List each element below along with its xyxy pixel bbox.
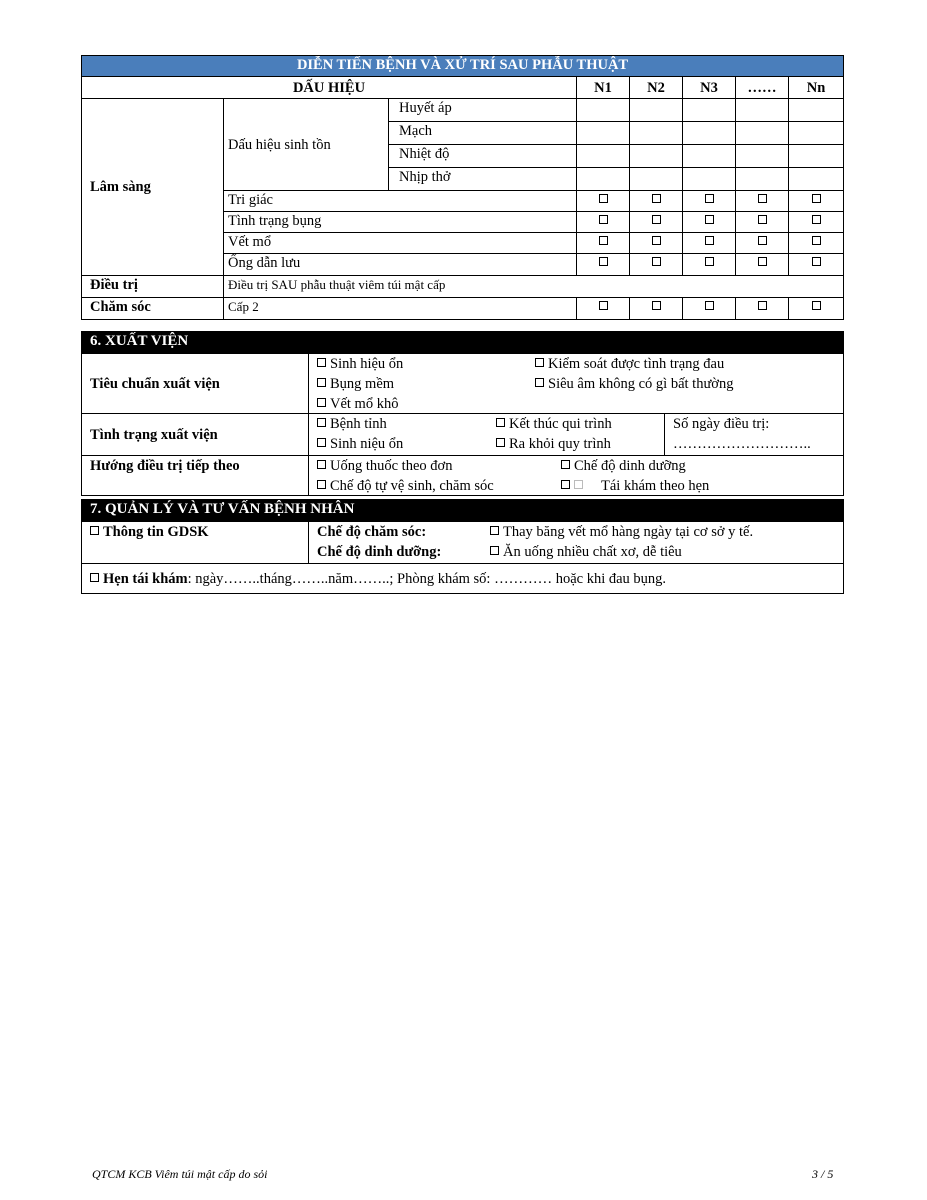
- followup-option[interactable]: Tái khám theo hẹn: [561, 476, 709, 496]
- checkbox-icon[interactable]: [90, 573, 99, 582]
- checkbox-icon[interactable]: [705, 236, 714, 245]
- discharge-table: [81, 331, 844, 496]
- diet-option[interactable]: Ăn uống nhiều chất xơ, dễ tiêu: [490, 542, 753, 562]
- checkbox-icon[interactable]: [599, 194, 608, 203]
- vital-cell[interactable]: [577, 145, 630, 168]
- placeholder-box-icon: [574, 480, 583, 489]
- gdsk-option[interactable]: Thông tin GDSK: [82, 522, 309, 564]
- vital-cell[interactable]: [736, 168, 789, 191]
- vital-cell[interactable]: [683, 145, 736, 168]
- criteria-options: [309, 354, 844, 414]
- checkbox-icon[interactable]: [561, 460, 570, 469]
- vital-row-label: Mạch: [389, 122, 577, 145]
- care-mode-option[interactable]: Thay băng vết mổ hàng ngày tại cơ sở y tế.: [490, 522, 753, 542]
- progress-table: [81, 55, 844, 320]
- checkbox-icon[interactable]: [490, 546, 499, 555]
- appointment-label: Hẹn tái khám: [103, 570, 188, 587]
- checkbox-icon[interactable]: [758, 236, 767, 245]
- vital-cell[interactable]: [789, 99, 844, 122]
- check-row-label: Ống dẫn lưu: [224, 254, 577, 276]
- checkbox-icon[interactable]: [812, 236, 821, 245]
- treatment-label: Điều trị: [82, 276, 224, 298]
- vital-row-label: Nhịp thở: [389, 168, 577, 191]
- vital-cell[interactable]: [789, 122, 844, 145]
- checkbox-icon[interactable]: [599, 301, 608, 310]
- discharge-title: 6. XUẤT VIỆN: [82, 332, 844, 354]
- footer-title: QTCM KCB Viêm túi mật cấp do sỏi: [92, 1167, 268, 1181]
- management-table: [81, 499, 844, 594]
- criteria-option[interactable]: Sinh hiệu ổn: [317, 354, 403, 374]
- criteria-option[interactable]: Siêu âm không có gì bất thường: [535, 374, 733, 394]
- vital-row-label: Huyết áp: [389, 99, 577, 122]
- checkbox-icon[interactable]: [812, 194, 821, 203]
- checkbox-icon[interactable]: [652, 194, 661, 203]
- vital-cell[interactable]: [789, 168, 844, 191]
- followup-option[interactable]: Chế độ dinh dưỡng: [561, 456, 709, 476]
- checkbox-icon[interactable]: [758, 194, 767, 203]
- vitals-label: Dấu hiệu sinh tồn: [224, 99, 389, 191]
- vital-cell[interactable]: [683, 168, 736, 191]
- checkbox-icon[interactable]: [317, 378, 326, 387]
- checkbox-icon[interactable]: [317, 480, 326, 489]
- checkbox-icon[interactable]: [812, 215, 821, 224]
- checkbox-icon[interactable]: [496, 438, 505, 447]
- check-row-label: Tình trạng bụng: [224, 212, 577, 233]
- checkbox-icon[interactable]: [535, 358, 544, 367]
- checkbox-icon[interactable]: [317, 438, 326, 447]
- page-number: 3 / 5: [812, 1167, 834, 1181]
- followup-options: [309, 456, 844, 496]
- vital-row-label: Nhiệt độ: [389, 145, 577, 168]
- checkbox-icon[interactable]: [705, 215, 714, 224]
- criteria-option[interactable]: Kiểm soát được tình trạng đau: [535, 354, 733, 374]
- vital-cell[interactable]: [736, 99, 789, 122]
- checkbox-icon[interactable]: [90, 526, 99, 535]
- checkbox-icon[interactable]: [705, 194, 714, 203]
- management-title: 7. QUẢN LÝ VÀ TƯ VẤN BỆNH NHÂN: [82, 500, 844, 522]
- checkbox-icon[interactable]: [317, 398, 326, 407]
- progress-title: DIỄN TIẾN BỆNH VÀ XỬ TRÍ SAU PHẪU THUẬT: [82, 56, 844, 77]
- status-option[interactable]: Ra khỏi quy trình: [496, 434, 612, 454]
- checkbox-icon[interactable]: [812, 301, 821, 310]
- checkbox-icon[interactable]: [652, 257, 661, 266]
- clinical-label: Lâm sàng: [82, 99, 224, 276]
- checkbox-icon[interactable]: [705, 301, 714, 310]
- criteria-option[interactable]: Vết mổ khô: [317, 394, 403, 414]
- day-header: ……: [736, 77, 789, 99]
- vital-cell[interactable]: [577, 99, 630, 122]
- status-options: [309, 414, 844, 456]
- criteria-option[interactable]: Bụng mềm: [317, 374, 403, 394]
- appointment-row: [82, 564, 844, 594]
- status-option[interactable]: Bệnh tỉnh: [317, 414, 403, 434]
- checkbox-icon[interactable]: [599, 257, 608, 266]
- followup-option[interactable]: Chế độ tự vệ sinh, chăm sóc: [317, 476, 494, 496]
- vital-cell[interactable]: [630, 168, 683, 191]
- checkbox-icon[interactable]: [561, 480, 570, 489]
- checkbox-icon[interactable]: [317, 460, 326, 469]
- checkbox-icon[interactable]: [652, 215, 661, 224]
- day-header: N1: [577, 77, 630, 99]
- divider: [664, 414, 665, 455]
- day-header: N2: [630, 77, 683, 99]
- vital-cell[interactable]: [577, 122, 630, 145]
- checkbox-icon[interactable]: [652, 236, 661, 245]
- checkbox-icon[interactable]: [812, 257, 821, 266]
- diet-label: Chế độ dinh dưỡng:: [317, 544, 442, 560]
- checkbox-icon[interactable]: [599, 215, 608, 224]
- care-mode-label: Chế độ chăm sóc:: [317, 524, 427, 540]
- day-header: N3: [683, 77, 736, 99]
- gdsk-details: [309, 522, 844, 564]
- checkbox-icon[interactable]: [317, 358, 326, 367]
- followup-option[interactable]: Uống thuốc theo đơn: [317, 456, 494, 476]
- appointment-text: : ngày……..tháng……..năm……..; Phòng khám số: ………… hoặc khi đau bụng.: [187, 570, 667, 587]
- criteria-label: Tiêu chuẩn xuất viện: [82, 354, 309, 414]
- check-row-label: Vết mổ: [224, 233, 577, 254]
- days-label: Số ngày điều trị:: [673, 416, 770, 432]
- checkbox-icon[interactable]: [490, 526, 499, 535]
- vital-cell[interactable]: [683, 122, 736, 145]
- check-row-label: Tri giác: [224, 191, 577, 212]
- checkbox-icon[interactable]: [705, 257, 714, 266]
- vital-cell[interactable]: [577, 168, 630, 191]
- vital-cell[interactable]: [789, 145, 844, 168]
- vital-cell[interactable]: [630, 122, 683, 145]
- care-label: Chăm sóc: [82, 298, 224, 320]
- days-field[interactable]: ………………………..: [673, 436, 811, 452]
- status-label: Tình trạng xuất viện: [82, 414, 309, 456]
- checkbox-icon[interactable]: [758, 301, 767, 310]
- treatment-value: Điều trị SAU phẫu thuật viêm túi mật cấp: [224, 276, 844, 298]
- checkbox-icon[interactable]: [758, 257, 767, 266]
- care-value: Cấp 2: [224, 298, 577, 320]
- checkbox-icon[interactable]: [496, 418, 505, 427]
- checkbox-icon[interactable]: [535, 378, 544, 387]
- vital-cell[interactable]: [736, 145, 789, 168]
- checkbox-icon[interactable]: [652, 301, 661, 310]
- followup-label: Hướng điều trị tiếp theo: [82, 456, 309, 496]
- status-option[interactable]: Kết thúc qui trình: [496, 414, 612, 434]
- checkbox-icon[interactable]: [599, 236, 608, 245]
- checkbox-icon[interactable]: [317, 418, 326, 427]
- checkbox-icon[interactable]: [758, 215, 767, 224]
- vital-cell[interactable]: [630, 99, 683, 122]
- vital-cell[interactable]: [630, 145, 683, 168]
- status-option[interactable]: Sinh niệu ổn: [317, 434, 403, 454]
- day-header: Nn: [789, 77, 844, 99]
- sign-header: DẤU HIỆU: [82, 77, 577, 99]
- vital-cell[interactable]: [736, 122, 789, 145]
- vital-cell[interactable]: [683, 99, 736, 122]
